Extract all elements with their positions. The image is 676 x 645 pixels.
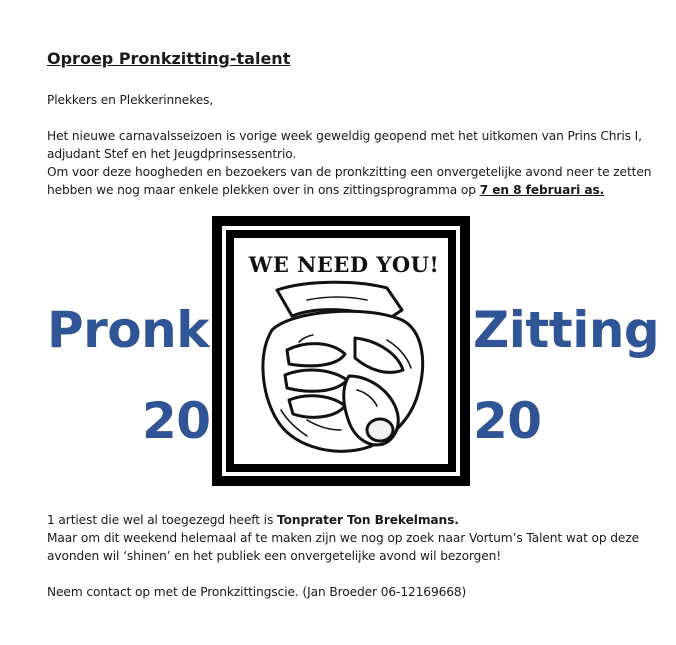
banner-word-zitting: Zitting (473, 301, 660, 359)
banner-word-pronk: Pronk (47, 301, 210, 359)
poster-panel (234, 238, 448, 464)
paragraph-1-line-3: Om voor deze hoogheden en bezoekers van de pronkzitting een onvergetelijke avond neer te zetten (47, 165, 652, 179)
poster-headline: WE NEED YOU! (248, 252, 440, 277)
document-title: Oproep Pronkzitting-talent (47, 49, 291, 68)
paragraph-1-line-4 (47, 181, 604, 199)
paragraph-2-line-1 (47, 511, 459, 529)
greeting: Plekkers en Plekkerinnekes, (47, 93, 214, 107)
paragraph-1-line-1: Het nieuwe carnavalsseizoen is vorige week geweldig geopend met het uitkomen van Prins Chris I, (47, 129, 642, 143)
banner-year-left: 20 (142, 392, 211, 450)
banner-year-right: 20 (473, 392, 542, 450)
paragraph-1-line-4-text: hebben we nog maar enkele plekken over in ons zittingsprogramma op (47, 183, 480, 197)
event-date: 7 en 8 februari as. (479, 183, 605, 197)
paragraph-1-line-2: adjudant Stef en het Jeugdprinsessentrio. (47, 147, 297, 161)
we-need-you-poster (212, 216, 470, 486)
paragraph-2-line-2: Maar om dit weekend helemaal af te maken zijn we nog op zoek naar Vortum’s Talent wat op deze (47, 531, 640, 545)
artist-name: Tonprater Ton Brekelmans. (277, 513, 459, 527)
paragraph-2-line-1-text: 1 artiest die wel al toegezegd heeft is (47, 513, 277, 527)
paragraph-2-line-3: avonden wil ‘shinen’ en het publiek een onvergetelijke avond wil bezorgen! (47, 549, 502, 563)
pointing-finger-icon (237, 280, 451, 458)
contact-line: Neem contact op met de Pronkzittingscie. (Jan Broeder 06-12169668) (47, 585, 467, 599)
